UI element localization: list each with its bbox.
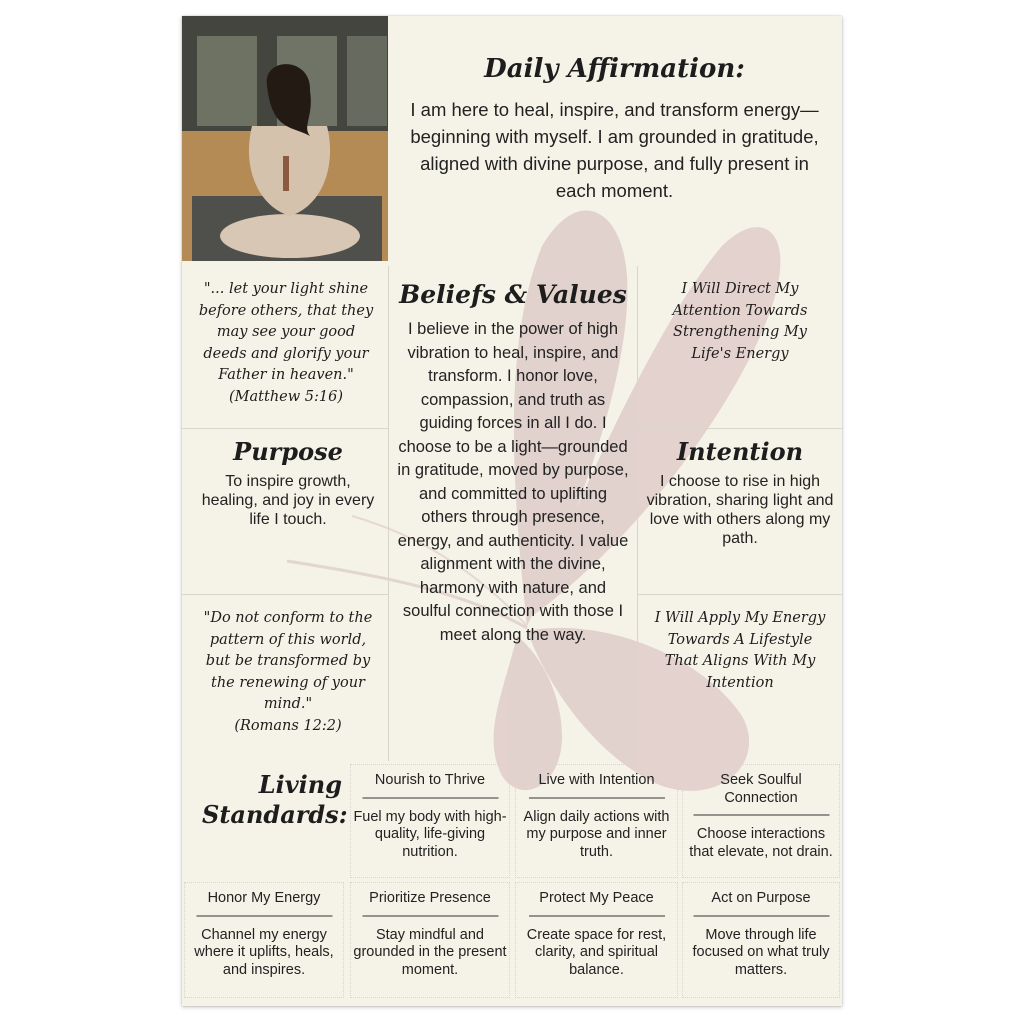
meditation-photo <box>182 16 388 261</box>
standard-divider: —————————— <box>362 789 498 806</box>
standard-protect-my-peace <box>515 882 678 998</box>
standard-title: Protect My Peace <box>539 890 654 906</box>
affirmation-poster <box>182 16 842 1006</box>
living-standards-title-line2: Standards: <box>202 800 348 829</box>
standard-divider: —————————— <box>362 907 498 924</box>
quote-text: "Do not conform to the pattern of this world, but be transformed by the renewing of your mind." <box>203 610 373 712</box>
standard-description: Stay mindful and grounded in the present moment. <box>353 926 507 978</box>
standard-description: Fuel my body with high-quality, life-giving nutrition. <box>353 808 507 860</box>
standard-nourish-to-thrive <box>350 764 510 878</box>
standard-divider: —————————— <box>529 789 664 806</box>
standard-divider: —————————— <box>196 907 332 924</box>
row-divider <box>637 428 842 429</box>
quote-romans <box>196 608 380 737</box>
intention-text: I choose to rise in high vibration, sharing light and love with others along my path. <box>646 473 834 547</box>
beliefs-text: I believe in the power of high vibration to heal, inspire, and transform. I honor love, compassion, and truth as guiding forces in all I do. I choose to be a light—grounded in gratitude, moved by purpose, and committed to uplifting others through presence, energy, and authenticity. I value alignment with the divine, harmony with nature, and soulful connection with those I meet along the way. <box>397 320 629 644</box>
standard-title: Seek Soulful Connection <box>720 772 802 806</box>
quote-reference: (Matthew 5:16) <box>229 388 343 405</box>
daily-affirmation <box>397 52 832 204</box>
quote-text: "... let your light shine before others, that they may see your good deeds and glorify your Father in heaven." <box>198 281 374 383</box>
standard-title: Prioritize Presence <box>369 890 491 906</box>
row-divider <box>182 594 388 595</box>
direct-attention-statement: I Will Direct My Attention Towards Strengthening My Life's Energy <box>672 281 808 362</box>
living-standards-title <box>202 770 348 830</box>
standard-divider: —————————— <box>693 807 829 823</box>
standard-title: Live with Intention <box>538 772 655 788</box>
apply-energy-statement: I Will Apply My Energy Towards A Lifestyle That Aligns With My Intention <box>654 610 826 691</box>
standard-title: Nourish to Thrive <box>374 772 486 788</box>
quote-reference: (Romans 12:2) <box>234 717 342 734</box>
beliefs-title: Beliefs & Values <box>399 280 627 309</box>
standard-seek-soulful-connection <box>682 764 840 878</box>
standard-honor-my-energy <box>184 882 344 998</box>
intention-title: Intention <box>676 437 804 466</box>
standard-description: Move through life focused on what truly matters. <box>692 926 830 978</box>
standard-prioritize-presence <box>350 882 510 998</box>
meditating-woman-image <box>182 16 388 261</box>
purpose-text: To inspire growth, healing, and joy in every life I touch. <box>201 473 375 528</box>
standard-title: Honor My Energy <box>207 890 321 906</box>
column-divider-right <box>637 266 638 761</box>
affirmation-text: I am here to heal, inspire, and transform energy—beginning with myself. I am grounded in gratitude, aligned with divine purpose, and fully present in each moment. <box>410 99 819 201</box>
beliefs-values <box>396 278 630 647</box>
row-divider <box>182 428 388 429</box>
standard-description: Channel my energy where it uplifts, heals, and inspires. <box>194 926 334 978</box>
intention <box>644 436 836 548</box>
purpose-title: Purpose <box>233 437 343 466</box>
affirmation-title: Daily Affirmation: <box>484 54 745 84</box>
standard-act-on-purpose <box>682 882 840 998</box>
purpose <box>200 436 376 529</box>
row-divider <box>637 594 842 595</box>
standard-live-with-intention <box>515 764 678 878</box>
standard-description: Choose interactions that elevate, not drain. <box>689 826 833 860</box>
standard-description: Create space for rest, clarity, and spiritual balance. <box>526 926 667 978</box>
standard-title: Act on Purpose <box>711 890 811 906</box>
column-divider-left <box>388 266 389 761</box>
standard-description: Align daily actions with my purpose and inner truth. <box>523 808 670 860</box>
standard-divider: —————————— <box>693 907 829 924</box>
standard-divider: —————————— <box>529 907 664 924</box>
living-standards-title-line1: Living <box>258 770 342 799</box>
quote-matthew <box>196 279 376 408</box>
